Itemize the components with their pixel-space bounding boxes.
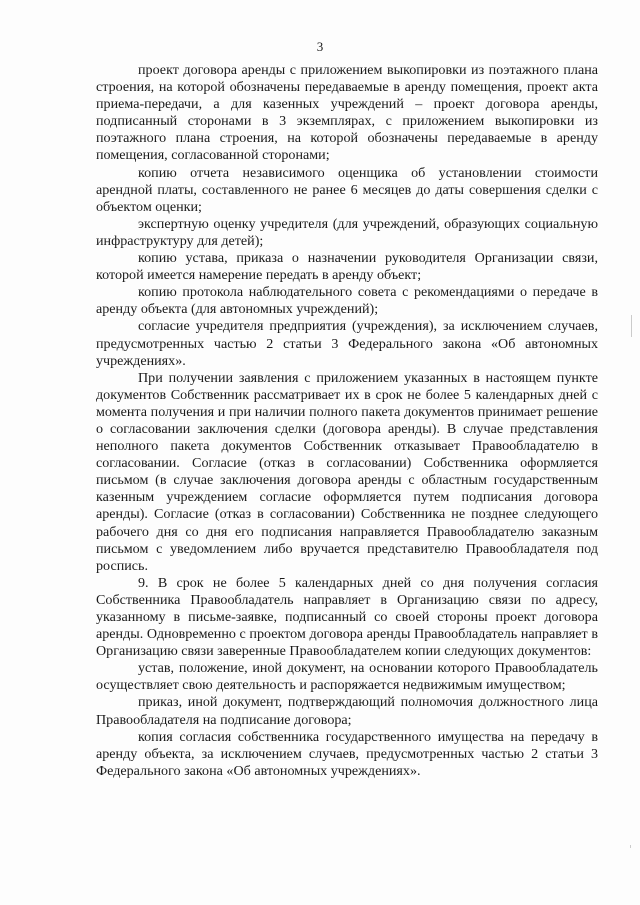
paragraph-project-contract: проект договора аренды с приложением выкопировки из поэтажного плана строения, на которой обозначены передаваемые в аренду помещения, проект акта приема-передачи, а для казенных учреждений – проект договора аренды, подписанный сторонами в 3 экземплярах, с приложением выкопировки из поэтажного плана строения, на которой обозначены передаваемые в аренду помещения, согласованной сторонами; (96, 62, 598, 164)
document-body (96, 62, 598, 780)
paragraph-appraisal-report: копию отчета независимого оценщика об установлении стоимости арендной платы, составленного не ранее 6 месяцев до даты совершения сделки с объектом оценки; (96, 164, 598, 215)
paragraph-supervisory-board: копию протокола наблюдательного совета с рекомендациями о передаче в аренду объекта (для автономных учреждений); (96, 284, 598, 318)
paragraph-owner-consent-copy: копия согласия собственника государственного имущества на передачу в аренду объекта, за исключением случаев, предусмотренных частью 2 статьи 3 Федерального закона «Об автономных учреждениях». (96, 728, 598, 779)
paragraph-order-authority: приказ, иной документ, подтверждающий полномочия должностного лица Правообладателя на подписание договора; (96, 694, 598, 728)
paragraph-item-9: 9. В срок не более 5 календарных дней со дня получения согласия Собственника Правообладатель направляет в Организацию связи по адресу, указанному в письме-заявке, подписанный со своей стороны проект договора аренды. Одновременно с проектом договора аренды Правообладатель направляет в Организацию связи заверенные Правообладателем копии следующих документов: (96, 574, 598, 660)
paragraph-founder-consent: согласие учредителя предприятия (учреждения), за исключением случаев, предусмотренных частью 2 статьи 3 Федерального закона «Об автономных учреждениях». (96, 318, 598, 369)
paragraph-charter-copy: копию устава, приказа о назначении руководителя Организации связи, которой имеется намерение передать в аренду объект; (96, 250, 598, 284)
paragraph-charter-document: устав, положение, иной документ, на основании которого Правообладатель осуществляет свою деятельность и распоряжается недвижимым имуществом; (96, 660, 598, 694)
scan-artifact-mark (630, 845, 631, 848)
paragraph-owner-review: При получении заявления с приложением указанных в настоящем пункте документов Собственник рассматривает их в срок не более 5 календарных дней с момента получения и при наличии полного пакета документов принимает решение о согласовании заключения сделки (договора аренды). В случае представления неполного пакета документов Собственник отказывает Правообладателю в согласовании. Согласие (отказ в согласовании) Собственника оформляется письмом (в случае заключения договора аренды с областным государственным казенным учреждением согласие оформляется путем подписания договора аренды). Согласие (отказ в согласовании) Собственника не позднее следующего рабочего дня со дня его подписания направляется Правообладателю заказным письмом с уведомлением либо вручается представителю Правообладателя под роспись. (96, 369, 598, 574)
scan-artifact-mark (631, 315, 632, 337)
paragraph-expert-assessment: экспертную оценку учредителя (для учреждений, образующих социальную инфраструктуру для детей); (96, 215, 598, 249)
page-number: 3 (316, 39, 324, 54)
